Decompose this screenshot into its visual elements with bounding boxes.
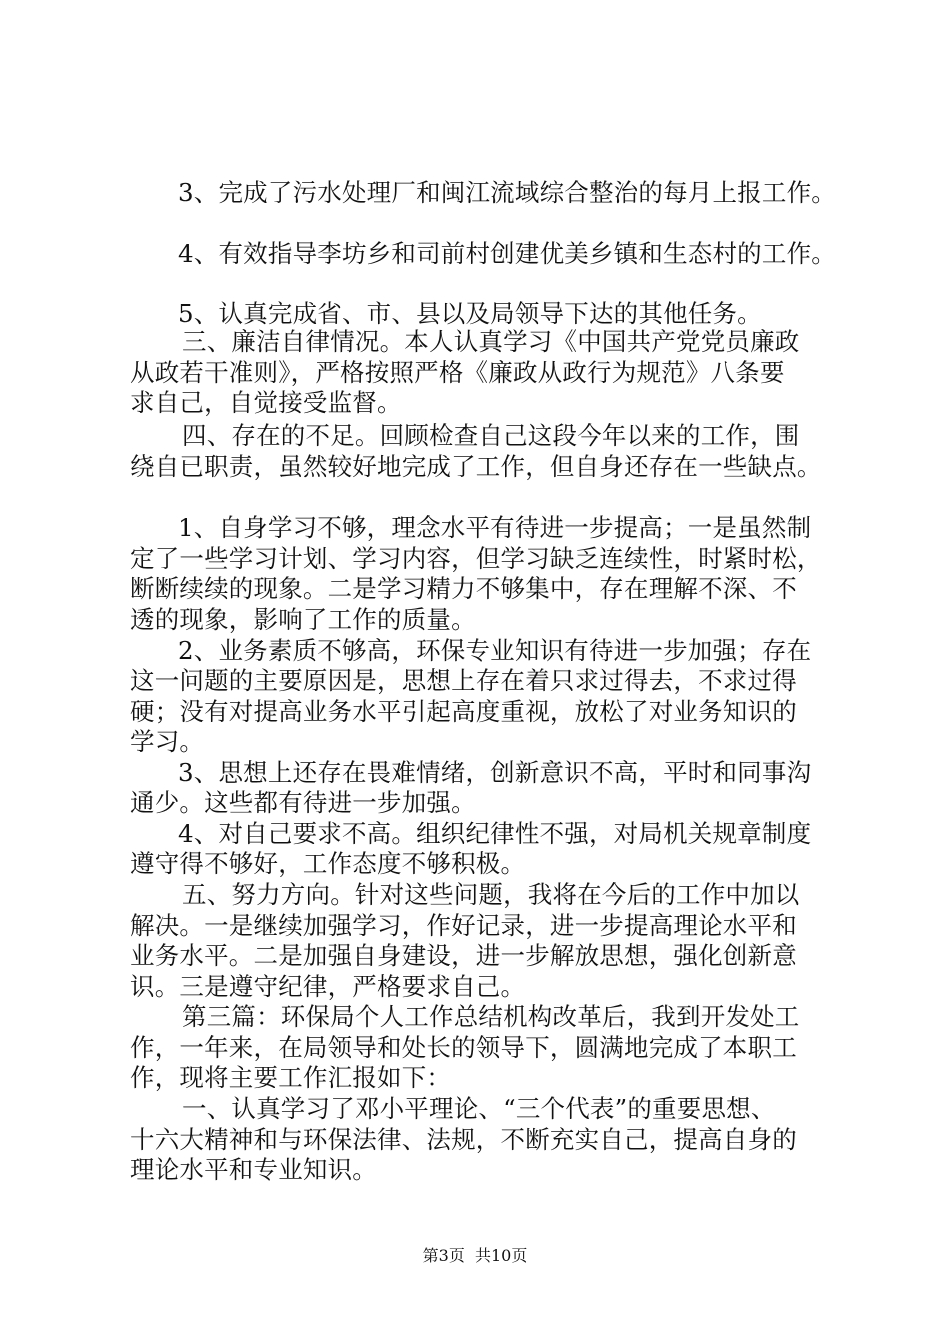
paragraph-line: 透的现象，影响了工作的质量。 <box>130 605 476 634</box>
paragraph-line: 遵守得不够好，工作态度不够积极。 <box>130 849 526 878</box>
paragraph-line: 一、认真学习了邓小平理论、“三个代表”的重要思想、 <box>182 1094 776 1123</box>
paragraph-line: 学习。 <box>130 727 205 756</box>
paragraph-line: 1、自身学习不够，理念水平有待进一步提高；一是虽然制 <box>178 513 812 542</box>
paragraph-line: 五、努力方向。针对这些问题，我将在今后的工作中加以 <box>182 880 800 909</box>
paragraph-line: 从政若干准则》，严格按照严格《廉政从政行为规范》八条要 <box>130 358 785 387</box>
paragraph-line: 作，一年来，在局领导和处长的领导下，圆满地完成了本职工 <box>130 1033 797 1062</box>
paragraph-line: 4、有效指导李坊乡和司前村创建优美乡镇和生态村的工作。 <box>178 239 836 268</box>
paragraph-line: 5、认真完成省、市、县以及局领导下达的其他任务。 <box>178 299 762 328</box>
paragraph-line: 第三篇：环保局个人工作总结机构改革后，我到开发处工 <box>182 1002 800 1031</box>
paragraph-line: 理论水平和专业知识。 <box>130 1155 377 1184</box>
paragraph-line: 三、廉洁自律情况。本人认真学习《中国共产党党员廉政 <box>182 327 800 356</box>
paragraph-line: 2、业务素质不够高，环保专业知识有待进一步加强；存在 <box>178 636 812 665</box>
paragraph-line: 硬；没有对提高业务水平引起高度重视，放松了对业务知识的 <box>130 697 797 726</box>
paragraph-line: 解决。一是继续加强学习，作好记录，进一步提高理论水平和 <box>130 911 797 940</box>
page-number-footer: 第3页 共10页 <box>422 1246 528 1265</box>
paragraph-line: 四、存在的不足。回顾检查自己这段今年以来的工作，围 <box>182 421 800 450</box>
paragraph-line: 定了一些学习计划、学习内容，但学习缺乏连续性，时紧时松， <box>130 544 822 573</box>
paragraph-line: 业务水平。二是加强自身建设，进一步解放思想，强化创新意 <box>130 941 797 970</box>
paragraph-line: 断断续续的现象。二是学习精力不够集中，存在理解不深、不 <box>130 574 797 603</box>
paragraph-line: 绕自已职责，虽然较好地完成了工作，但自身还存在一些缺点。 <box>130 452 822 481</box>
paragraph-line: 识。三是遵守纪律，严格要求自己。 <box>130 972 526 1001</box>
paragraph-line: 3、思想上还存在畏难情绪，创新意识不高，平时和同事沟 <box>178 758 812 787</box>
paragraph-line: 3、完成了污水处理厂和闽江流域综合整治的每月上报工作。 <box>178 178 836 207</box>
paragraph-line: 通少。这些都有待进一步加强。 <box>130 788 476 817</box>
paragraph-line: 4、对自己要求不高。组织纪律性不强，对局机关规章制度 <box>178 819 812 848</box>
paragraph-line: 十六大精神和与环保法律、法规，不断充实自己，提高自身的 <box>130 1125 797 1154</box>
paragraph-line: 求自己，自觉接受监督。 <box>130 388 402 417</box>
paragraph-line: 这一问题的主要原因是，思想上存在着只求过得去，不求过得 <box>130 666 797 695</box>
paragraph-line: 作，现将主要工作汇报如下： <box>130 1063 452 1092</box>
